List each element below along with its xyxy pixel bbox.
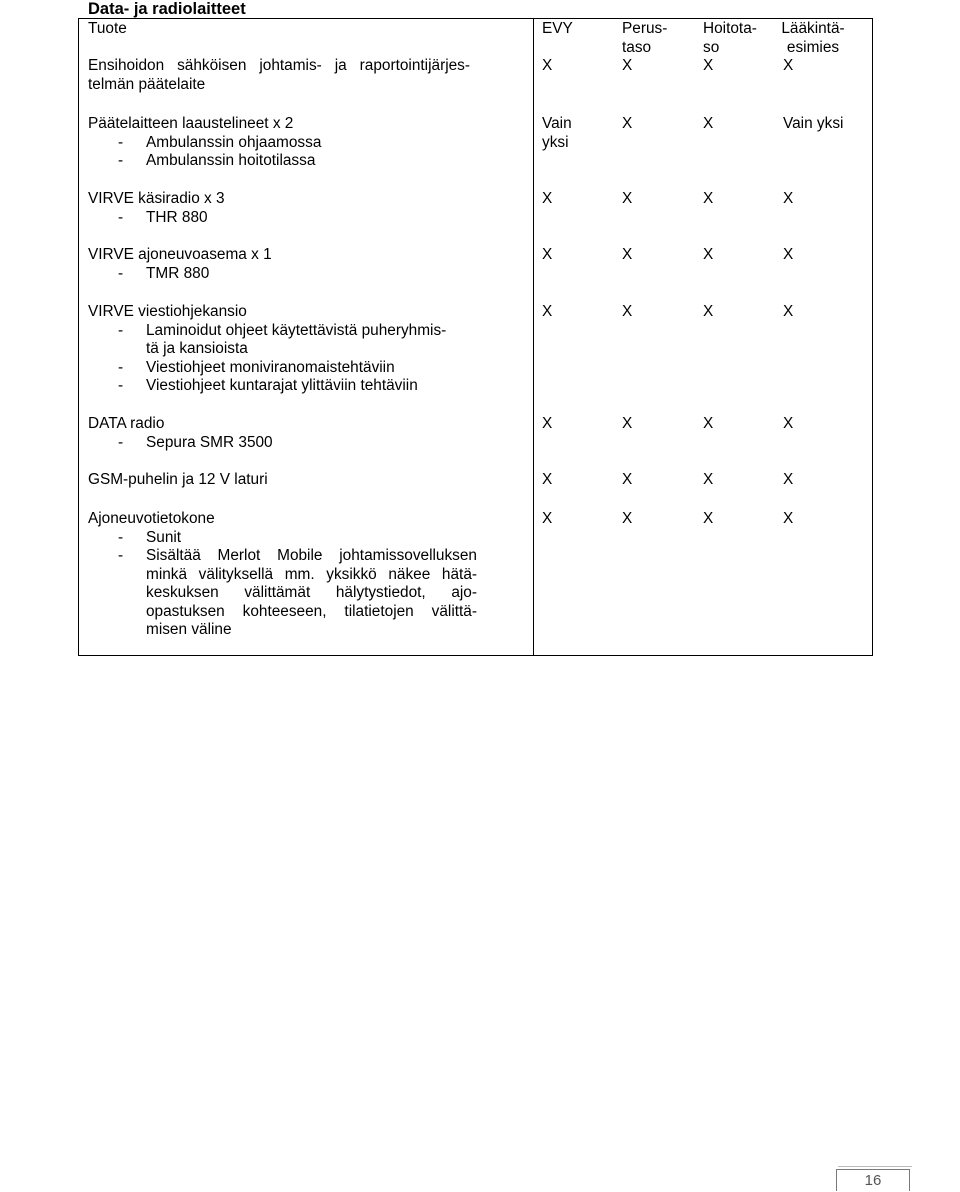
section-title: Data- ja radiolaitteet	[88, 0, 246, 18]
row-8-line-6: opastuksen kohteeseen, tilatietojen välittä-	[146, 602, 477, 620]
header-hoitotaso-line2: so	[703, 38, 720, 56]
row-8-mark-laakinta: X	[783, 510, 794, 527]
row-3-mark-hoitotaso: X	[703, 190, 714, 207]
row-3-mark-evy: X	[542, 190, 553, 207]
row-5-mark-evy: X	[542, 303, 553, 320]
row-8-line-1: Ajoneuvotietokone	[88, 510, 215, 527]
header-evy: EVY	[542, 20, 573, 37]
row-8-line-5: keskuksen välittämät hälytystiedot, ajo-	[146, 584, 477, 601]
bullet: -	[118, 133, 124, 151]
row-1-mark-perustaso: X	[622, 57, 633, 74]
page-number: 16	[836, 1169, 910, 1191]
row-6-mark-perustaso: X	[622, 415, 633, 432]
row-4-mark-hoitotaso: X	[703, 246, 714, 263]
row-5-line-4: Viestiohjeet moniviranomaistehtäviin	[146, 358, 395, 376]
row-2-mark-perustaso: X	[622, 115, 633, 132]
row-8-line-4: minkä välityksellä mm. yksikkö näkee hätä-	[146, 565, 477, 583]
row-3-mark-laakinta: X	[783, 190, 794, 207]
row-4-mark-evy: X	[542, 246, 553, 263]
bullet: -	[118, 547, 124, 564]
row-1-line-2: telmän päätelaite	[88, 76, 206, 93]
row-2-line-3: Ambulanssin hoitotilassa	[146, 152, 316, 169]
row-8-mark-perustaso: X	[622, 510, 633, 527]
row-3-line-2: THR 880	[146, 208, 208, 226]
bullet: -	[118, 321, 124, 339]
row-5-line-5: Viestiohjeet kuntarajat ylittäviin tehtäviin	[146, 377, 418, 394]
row-2-line-2: Ambulanssin ohjaamossa	[146, 133, 322, 151]
row-5-mark-perustaso: X	[622, 303, 633, 320]
row-2-mark-hoitotaso: X	[703, 115, 714, 132]
bullet: -	[118, 433, 124, 451]
row-4-line-2: TMR 880	[146, 264, 210, 282]
row-5-line-1: VIRVE viestiohjekansio	[88, 303, 247, 320]
header-tuote: Tuote	[88, 20, 127, 37]
header-perustaso-line1: Perus-	[622, 20, 668, 37]
row-6-mark-hoitotaso: X	[703, 415, 714, 432]
header-perustaso-line2: taso	[622, 38, 652, 56]
row-7-mark-perustaso: X	[622, 471, 633, 488]
row-1-mark-hoitotaso: X	[703, 57, 714, 74]
bullet: -	[118, 264, 124, 282]
row-1-mark-evy: X	[542, 57, 553, 74]
row-2-mark-laakinta: Vain yksi	[783, 115, 844, 132]
header-hoitotaso-line1: Hoitota-	[703, 20, 757, 37]
row-8-mark-evy: X	[542, 510, 553, 527]
row-6-mark-laakinta: X	[783, 415, 794, 432]
row-2-line-1: Päätelaitteen laaustelineet x 2	[88, 115, 294, 132]
row-5-line-3: tä ja kansioista	[146, 340, 248, 357]
bullet: -	[118, 528, 124, 546]
row-8-line-7: misen väline	[146, 621, 232, 638]
row-6-line-1: DATA radio	[88, 415, 165, 432]
row-8-line-2: Sunit	[146, 528, 182, 546]
row-2-evy-line2: yksi	[542, 133, 569, 151]
row-4-line-1: VIRVE ajoneuvoasema x 1	[88, 246, 272, 263]
row-6-mark-evy: X	[542, 415, 553, 432]
bullet: -	[118, 358, 124, 376]
row-7-mark-hoitotaso: X	[703, 471, 714, 488]
row-7-mark-evy: X	[542, 471, 553, 488]
row-5-line-2: Laminoidut ohjeet käytettävistä puheryhmis-	[146, 321, 447, 339]
equipment-table	[78, 18, 873, 656]
row-6-line-2: Sepura SMR 3500	[146, 433, 273, 451]
row-1-mark-laakinta: X	[783, 57, 794, 74]
bullet: -	[118, 152, 124, 169]
row-7-line-1: GSM-puhelin ja 12 V laturi	[88, 471, 268, 488]
row-1-line-1: Ensihoidon sähköisen johtamis- ja raportointijärjes-	[88, 57, 470, 74]
row-4-mark-perustaso: X	[622, 246, 633, 263]
header-laakinta-line1: Lääkintä-	[781, 20, 845, 37]
row-5-mark-hoitotaso: X	[703, 303, 714, 320]
row-7-mark-laakinta: X	[783, 471, 794, 488]
row-2-evy-line1: Vain	[542, 115, 572, 132]
header-laakinta-line2: esimies	[786, 38, 840, 56]
column-divider	[533, 19, 534, 655]
row-5-mark-laakinta: X	[783, 303, 794, 320]
bullet: -	[118, 208, 124, 226]
row-8-mark-hoitotaso: X	[703, 510, 714, 527]
row-4-mark-laakinta: X	[783, 246, 794, 263]
row-3-mark-perustaso: X	[622, 190, 633, 207]
row-3-line-1: VIRVE käsiradio x 3	[88, 190, 225, 207]
row-8-line-3: Sisältää Merlot Mobile johtamissovelluksen	[146, 547, 477, 564]
bullet: -	[118, 377, 124, 394]
